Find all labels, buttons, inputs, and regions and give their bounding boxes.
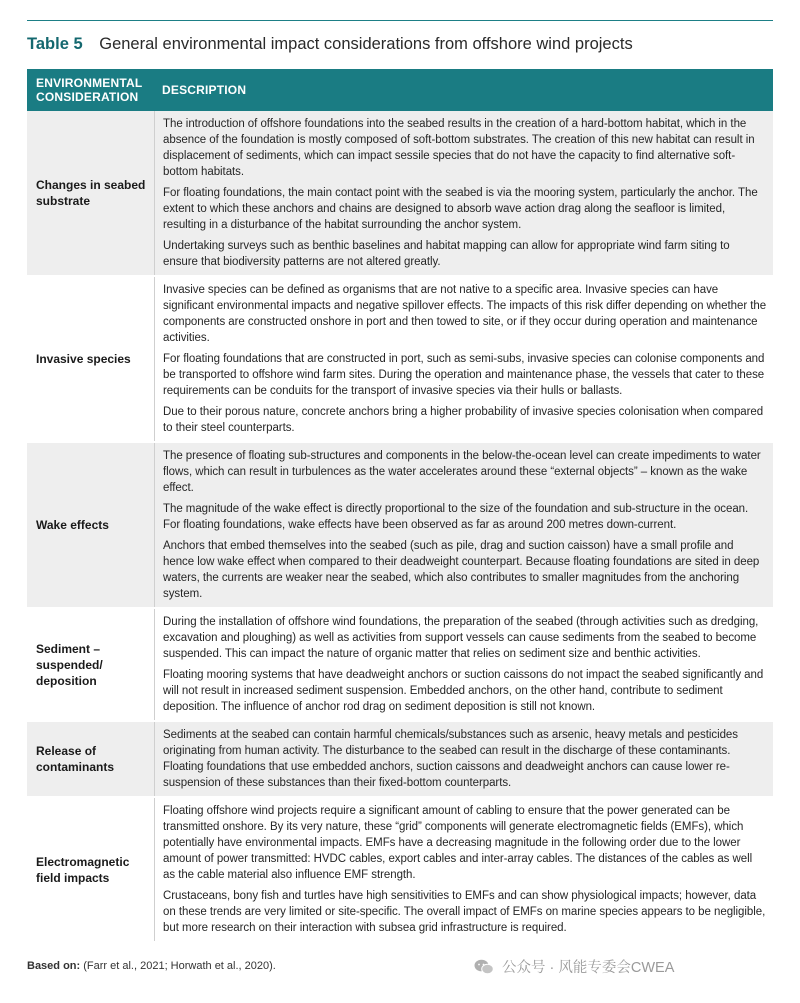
description-cell bbox=[154, 111, 773, 275]
table-title: General environmental impact considerations from offshore wind projects bbox=[99, 35, 633, 53]
description-cell bbox=[154, 443, 773, 607]
table-caption bbox=[27, 34, 633, 54]
table-row bbox=[27, 441, 773, 607]
description-paragraph: Sediments at the seabed can contain harmful chemicals/substances such as arsenic, heavy metals and pesticides originating from human activity. The disturbance to the seabed can result in the discharge of these contaminants. Floating foundations that use embedded anchors, suction caissons and deadweight anchors can cause lower re-suspension of these substances than their fixed-bottom counterparts. bbox=[163, 729, 738, 789]
impact-table bbox=[27, 69, 773, 941]
consideration-cell: Invasive species bbox=[36, 352, 131, 366]
description-cell bbox=[154, 798, 773, 941]
source-note bbox=[27, 960, 276, 972]
table-header bbox=[27, 69, 773, 111]
consideration-cell: Wake effects bbox=[36, 518, 109, 532]
table-number: Table 5 bbox=[27, 35, 83, 53]
description-cell bbox=[154, 609, 773, 720]
table-row bbox=[27, 275, 773, 441]
consideration-cell: Changes in seabed substrate bbox=[36, 178, 146, 208]
table-row bbox=[27, 720, 773, 796]
watermark-text: 公众号 · 风能专委会CWEA bbox=[502, 960, 675, 976]
description-paragraph: The presence of floating sub-structures and components in the below-the-ocean level can create impediments to water flows, which can result in turbulences as the water accelerates around these “external objects” – known as the wake effect. bbox=[163, 450, 761, 494]
description-paragraph: Crustaceans, bony fish and turtles have high sensitivities to EMFs and can show physiological impacts; however, data on these trends are very limited or site-specific. The overall impact of EMFs on marine species appears to be negligible, but more research on their interaction with subsea grid infrastructure is required. bbox=[163, 890, 766, 934]
header-description: DESCRIPTION bbox=[162, 83, 247, 97]
description-paragraph: During the installation of offshore wind foundations, the preparation of the seabed (through activities such as dredging, excavation and ploughing) as well as activities from support vessels can cause sediments from the seabed to become suspended. This can impact the nature of organic matter that relies on sediment size and benthic activities. bbox=[163, 616, 759, 660]
watermark bbox=[474, 956, 674, 977]
description-paragraph: For floating foundations, the main contact point with the seabed is via the mooring system, particularly the anchor. The extent to which these anchors and chains are designed to absorb wave action drag along the seafloor is limited, resulting in a disturbance of the habitat surrounding the anchor system. bbox=[163, 187, 758, 231]
description-cell bbox=[154, 277, 773, 441]
table-row bbox=[27, 796, 773, 941]
description-paragraph: The introduction of offshore foundations into the seabed results in the creation of a hard-bottom habitat, which in the absence of the foundation is mostly composed of soft-bottom substrates. The creation of this new habitat can result in displacement of sediments, which can impact sessile species that do not have the capacity to find alternative soft-bottom habitats. bbox=[163, 118, 755, 178]
wechat-icon bbox=[474, 959, 494, 975]
description-paragraph: Due to their porous nature, concrete anchors bring a higher probability of invasive species colonisation when compared to their steel counterparts. bbox=[163, 406, 764, 434]
consideration-cell: Release of contaminants bbox=[36, 744, 115, 774]
table-row bbox=[27, 607, 773, 720]
table-row bbox=[27, 111, 773, 275]
description-paragraph: Invasive species can be defined as organisms that are not native to a specific area. Invasive species can have significant environmental impacts and negative spillover effects. The impacts of this risk differ depending on whether the components are constructed onshore in port and then towed to site, or if they occur during operation and maintenance activities. bbox=[163, 284, 767, 344]
description-paragraph: For floating foundations that are constructed in port, such as semi-subs, invasive species can colonise components and be transported to offshore wind farm sites. During the operation and maintenance phase, the vessels that cater to these requirements can be conduits for the transport of invasive species via their hulls or ballasts. bbox=[163, 353, 765, 397]
consideration-cell: Sediment – suspended/ deposition bbox=[36, 641, 103, 688]
description-paragraph: The magnitude of the wake effect is directly proportional to the size of the foundation and sub-structure in the ocean. For floating foundations, wake effects have been observed as far as around 200 metres down-current. bbox=[163, 503, 749, 531]
source-label: Based on: bbox=[27, 960, 81, 972]
description-paragraph: Anchors that embed themselves into the seabed (such as pile, drag and suction caisson) have a small profile and hence low wake effect when compared to their deadweight counterpart. Because floating foundations are sited in deep waters, the currents are weaker near the seabed, which also contributes to smaller magnitudes from the anchoring system. bbox=[163, 540, 760, 600]
header-consideration: ENVIRONMENTAL CONSIDERATION bbox=[36, 76, 143, 104]
description-paragraph: Floating mooring systems that have deadweight anchors or suction caissons do not impact the seabed significantly and will not result in increased sediment suspension. Embedded anchors, on the other hand, contribute to sediment deposition. The influence of anchor rod drag on sediment deposition is still not known. bbox=[163, 669, 764, 713]
source-text: (Farr et al., 2021; Horwath et al., 2020). bbox=[83, 960, 276, 972]
description-paragraph: Undertaking surveys such as benthic baselines and habitat mapping can allow for appropriate wind farm siting to ensure that biodiversity patterns are not altered greatly. bbox=[163, 240, 730, 268]
top-rule bbox=[27, 20, 773, 21]
consideration-cell: Electromagnetic field impacts bbox=[36, 854, 130, 885]
description-cell bbox=[154, 722, 773, 796]
description-paragraph: Floating offshore wind projects require a significant amount of cabling to ensure that the power generated can be transmitted onshore. By its very nature, these “grid” components will generate electromagnetic fields (EMFs), which potentially have environmental impacts. EMFs have a decreasing magnitude in the following order due to the lower amount of power transmitted: HVDC cables, export cables and inter-array cables. The distances of the cables as well as the cable material also influence EMF strength. bbox=[163, 805, 753, 881]
